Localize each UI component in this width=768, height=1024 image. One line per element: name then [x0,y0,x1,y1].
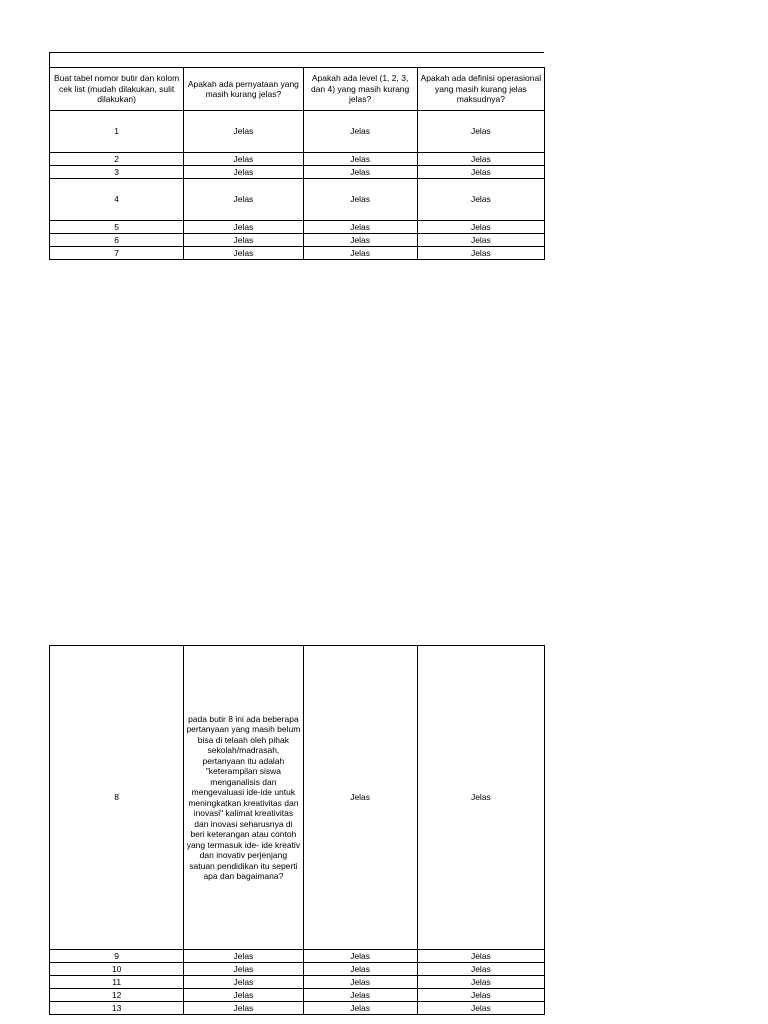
cell-item-number[interactable]: 3 [50,166,184,179]
cell-statement[interactable]: Jelas [184,1002,303,1015]
cell-item-number[interactable]: 2 [50,153,184,166]
cell-level[interactable]: Jelas [303,111,417,153]
cell-item-number[interactable]: 12 [50,989,184,1002]
empty-header-row [49,52,544,67]
table-row [50,221,545,234]
cell-definition[interactable]: Jelas [417,646,544,950]
table-row [50,179,545,221]
cell-definition[interactable]: Jelas [417,111,544,153]
cell-level[interactable]: Jelas [303,950,417,963]
checklist-table-bottom [49,645,545,1015]
cell-statement[interactable]: Jelas [184,179,303,221]
cell-statement[interactable]: Jelas [184,111,303,153]
cell-level[interactable]: Jelas [303,234,417,247]
cell-item-number[interactable]: 4 [50,179,184,221]
cell-item-number[interactable]: 9 [50,950,184,963]
cell-statement[interactable]: Jelas [184,234,303,247]
cell-item-number[interactable]: 6 [50,234,184,247]
table-row [50,111,545,153]
cell-statement[interactable]: Jelas [184,976,303,989]
cell-level[interactable]: Jelas [303,179,417,221]
cell-level[interactable]: Jelas [303,247,417,260]
table-row [50,166,545,179]
header-cell-item-checklist[interactable]: Buat tabel nomor butir dan kolom cek list (mudah dilakukan, sulit dilakukan) [50,68,184,111]
table-row [50,234,545,247]
table-row [50,989,545,1002]
header-cell-definition-clarity[interactable]: Apakah ada definisi operasional yang masih kurang jelas maksudnya? [417,68,544,111]
header-cell-statement-clarity[interactable]: Apakah ada pernyataan yang masih kurang jelas? [184,68,303,111]
cell-item-number[interactable]: 7 [50,247,184,260]
cell-level[interactable]: Jelas [303,153,417,166]
cell-statement[interactable]: Jelas [184,963,303,976]
cell-statement[interactable]: Jelas [184,247,303,260]
cell-definition[interactable]: Jelas [417,153,544,166]
cell-statement[interactable]: Jelas [184,950,303,963]
cell-level[interactable]: Jelas [303,1002,417,1015]
cell-statement[interactable]: Jelas [184,166,303,179]
cell-item-number[interactable]: 1 [50,111,184,153]
table-row [50,950,545,963]
table-row [50,976,545,989]
cell-item-number[interactable]: 11 [50,976,184,989]
cell-statement[interactable]: Jelas [184,221,303,234]
cell-item-number[interactable]: 5 [50,221,184,234]
cell-definition[interactable]: Jelas [417,234,544,247]
cell-level[interactable]: Jelas [303,989,417,1002]
cell-item-number[interactable]: 8 [50,646,184,950]
cell-definition[interactable]: Jelas [417,989,544,1002]
table-row [50,153,545,166]
cell-level[interactable]: Jelas [303,166,417,179]
cell-level[interactable]: Jelas [303,976,417,989]
cell-item-number[interactable]: 10 [50,963,184,976]
table-row [50,646,545,950]
header-cell-level-clarity[interactable]: Apakah ada level (1, 2, 3, dan 4) yang masih kurang jelas? [303,68,417,111]
cell-definition[interactable]: Jelas [417,247,544,260]
cell-definition[interactable]: Jelas [417,950,544,963]
cell-level[interactable]: Jelas [303,646,417,950]
table-row [50,1002,545,1015]
cell-level[interactable]: Jelas [303,221,417,234]
table-row [50,247,545,260]
cell-definition[interactable]: Jelas [417,221,544,234]
cell-statement-note[interactable]: pada butir 8 ini ada beberapa pertanyaan yang masih belum bisa di telaah oleh pihak sekolah/madrasah, pertanyaan itu adalah "keterampilan siswa menganalisis dan mengevaluasi ide-ide untuk meningkatkan kreativitas dan inovasi" kalimat kreativitas dan inovasi seharusnya di beri keterangan atau contoh yang termasuk ide- ide kreativ dan inovativ perjenjang satuan pendidikan itu seperti apa dan bagaimana? [184,646,303,950]
cell-definition[interactable]: Jelas [417,166,544,179]
cell-level[interactable]: Jelas [303,963,417,976]
cell-statement[interactable]: Jelas [184,989,303,1002]
cell-definition[interactable]: Jelas [417,1002,544,1015]
table-row [50,963,545,976]
checklist-table-top [49,67,545,260]
cell-item-number[interactable]: 13 [50,1002,184,1015]
cell-definition[interactable]: Jelas [417,963,544,976]
cell-statement[interactable]: Jelas [184,153,303,166]
cell-definition[interactable]: Jelas [417,976,544,989]
cell-definition[interactable]: Jelas [417,179,544,221]
table-header-row [50,68,545,111]
